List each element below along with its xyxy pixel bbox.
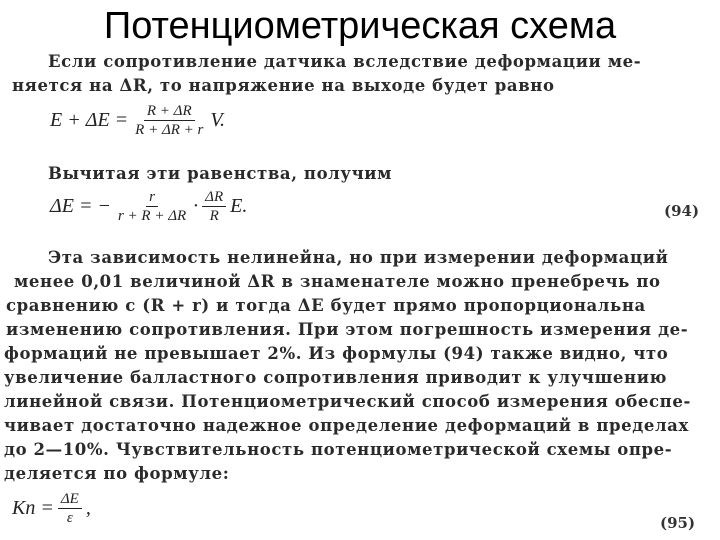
paragraph-line-4: изменению сопротивления. При этом погрешность измерения де- [6,320,689,339]
paragraph-line-1: Эта зависимость нелинейна, но при измерении деформаций [48,248,669,267]
formula-voltage-lhs: E + ΔE = [50,109,129,131]
formula-voltage-denominator: R + ΔR + r [135,122,204,138]
text-line-2: няется на ΔR, то напряжение на выходе будет равно [12,76,555,95]
formula-sensitivity-fraction [58,490,82,527]
formula-sensitivity-numerator: ΔE [58,490,82,509]
formula-delta-e-den-2: R [209,208,219,224]
formula-sensitivity-denominator: ε [66,510,73,526]
formula-delta-e-num-2: ΔR [202,188,226,207]
formula-delta-e-fraction-1 [115,188,189,225]
formula-voltage-fraction [132,102,206,139]
formula-delta-e-fraction-2 [202,188,226,225]
formula-delta-e [50,188,247,225]
paragraph-line-6: увеличение балластного сопротивления приводит к улучшению [4,368,668,387]
formula-delta-e-num-1: r [146,188,158,207]
paragraph-line-5: формаций не превышает 2%. Из формулы (94) также видно, что [4,344,669,363]
formula-voltage [50,102,225,139]
equation-number-94: (94) [664,202,700,220]
formula-sensitivity-lhs: Kп = [12,497,54,519]
paragraph-line-7: линейной связи. Потенциометрический способ измерения обеспе- [4,392,691,411]
text-line-1: Если сопротивление датчика вследствие деформации ме- [48,52,642,71]
scanned-text-page [0,50,720,540]
paragraph-line-9: до 2—10%. Чувствительность потенциометрической схемы опре- [4,440,673,459]
text-line-3: Вычитая эти равенства, получим [48,164,393,183]
formula-delta-e-separator: · [193,195,199,217]
formula-delta-e-den-1: r + R + ΔR [117,208,187,224]
formula-voltage-tail: V. [210,109,226,131]
paragraph-line-10: деляется по формуле: [4,464,230,483]
slide-title: Потенциометрическая схема [103,5,617,47]
equation-number-95: (95) [660,514,696,532]
paragraph-line-8: чивает достаточно надежное определение деформаций в пределах [4,416,689,435]
formula-delta-e-tail: E. [230,195,248,217]
paragraph-line-2: менее 0,01 величиной ΔR в знаменателе можно пренебречь по [14,272,661,291]
paragraph-line-3: сравнению с (R + r) и тогда ΔE будет прямо пропорциональна [6,296,646,315]
formula-sensitivity-tail: , [85,497,91,519]
formula-voltage-numerator: R + ΔR [144,102,195,121]
formula-sensitivity [12,490,91,527]
formula-delta-e-lhs: ΔE = − [50,195,111,217]
